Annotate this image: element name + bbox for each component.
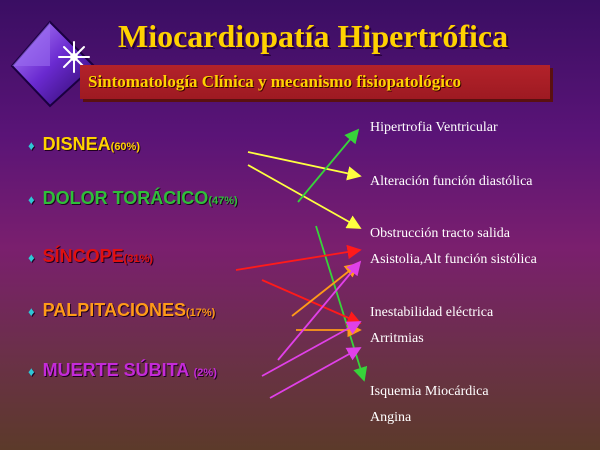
mechanism-label: Arritmias (370, 331, 424, 346)
symptom-percent: (2%) (193, 367, 217, 379)
symptom-label: MUERTE SÚBITA (42, 360, 194, 380)
diamond-bullet-icon: ♦ (28, 304, 35, 319)
arrow-sincope-obstruccion (236, 250, 360, 270)
symptom-label: SÍNCOPE (42, 246, 124, 266)
diamond-bullet-icon: ♦ (28, 192, 35, 207)
page-title: Miocardiopatía Hipertrófica (118, 18, 509, 54)
symptom-label: PALPITACIONES (42, 300, 186, 320)
diamond-bullet-icon: ♦ (28, 364, 35, 379)
mechanism-label: Obstrucción tracto salida (370, 226, 510, 241)
arrow-disnea-obstruccion (248, 165, 360, 228)
symptom-percent: (17%) (185, 307, 216, 319)
mechanism-label: Angina (370, 410, 412, 425)
mechanism-label: Alteración función diastólica (370, 174, 533, 189)
mechanism-label: Isquemia Miocárdica (370, 384, 489, 399)
symptom-label: DISNEA (42, 134, 111, 154)
symptom-percent: (31%) (123, 253, 154, 265)
mechanism-label: Asistolia,Alt función sistólica (370, 252, 537, 267)
diamond-bullet-icon: ♦ (28, 250, 35, 265)
symptom-percent: (60%) (110, 141, 140, 153)
mechanism-label: Inestabilidad eléctrica (370, 305, 494, 320)
page-subtitle: Sintomatología Clínica y mecanismo fisiopatológico (88, 72, 462, 91)
arrow-dolor-hipertrofia (298, 130, 358, 202)
symptom-label: DOLOR TORÁCICO (42, 188, 209, 208)
mechanism-label: Hipertrofia Ventricular (370, 120, 498, 135)
arrow-disnea-diastolica (248, 152, 360, 176)
arrow-muerte-isquemia (270, 348, 360, 398)
arrow-dolor-isquemia (316, 226, 364, 380)
symptom-percent: (47%) (208, 195, 238, 207)
diamond-bullet-icon: ♦ (28, 138, 35, 153)
